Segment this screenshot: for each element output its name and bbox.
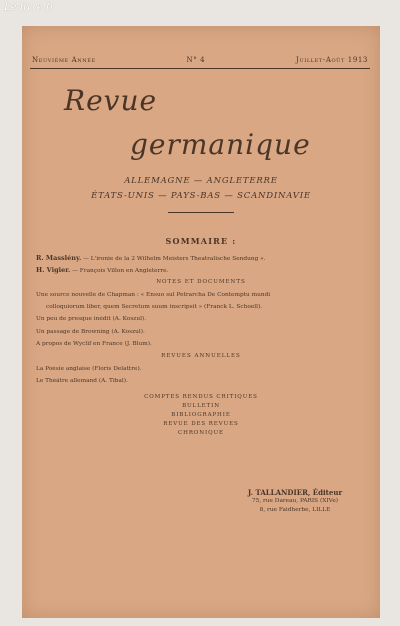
annual-1: La Poésie anglaise (Floris Delattre). — [36, 366, 142, 372]
title-line-2: germanique — [130, 128, 311, 161]
top-rule — [30, 68, 370, 69]
article-2-title: — François Villon en Angleterre. — [70, 268, 169, 274]
sommaire-heading: SOMMAIRE : — [165, 236, 237, 246]
article-1-author: R. Masslény. — [36, 254, 82, 262]
notes-heading: NOTES ET DOCUMENTS — [156, 279, 246, 285]
countries-line-1: ALLEMAGNE — ANGLETERRE — [124, 176, 278, 186]
publisher-block — [230, 488, 360, 515]
note-1: Une source nouvelle de Chapman : « Ensuo sul Petrarcha De Contemptu mundi — [36, 292, 271, 298]
closing-1: COMPTES RENDUS CRITIQUES — [144, 394, 258, 400]
note-2: colloquiorum liber, quem Secretum suum inscripsit » (Franck L. Schoell). — [46, 304, 263, 310]
publisher-name: J. TALLANDIER, Éditeur — [247, 488, 343, 497]
divider-short — [168, 212, 234, 213]
issue-period: Juillet-Août 1913 — [296, 56, 368, 64]
publisher-address-1: 75, rue Dareau, PARIS (XIVe) — [251, 498, 339, 504]
issue-info — [32, 56, 368, 64]
watermark: Le-livre.fr — [4, 2, 55, 13]
issue-number: N° 4 — [186, 56, 206, 64]
journal-cover — [22, 26, 380, 618]
countries-line-2: ÉTATS-UNIS — PAYS-BAS — SCANDINAVIE — [91, 191, 311, 201]
closing-5: CHRONIQUE — [178, 430, 224, 436]
note-4: Un passage de Browning (A. Koszul). — [36, 329, 145, 335]
note-3: Un peu de presque inédit (A. Koszul). — [36, 316, 147, 322]
publisher-address-2: 8, rue Faidherbe, LILLE — [259, 507, 331, 513]
article-1 — [36, 254, 366, 262]
article-1-title: — L'ironie de la 2 Wilhelm Meisters Theatralische Sendung ». — [81, 256, 266, 262]
closing-3: BIBLIOGRAPHIE — [171, 412, 231, 418]
note-5: A propos de Wyclif en France (J. Blum). — [36, 341, 152, 347]
closing-4: REVUE DES REVUES — [163, 421, 239, 427]
article-2 — [36, 266, 366, 274]
closing-2: BULLETIN — [182, 403, 220, 409]
title-line-1: Revue — [64, 84, 158, 117]
annual-heading: REVUES ANNUELLES — [161, 353, 241, 359]
article-2-author: H. Vigier. — [36, 266, 71, 274]
annual-2: Le Théâtre allemand (A. Tibal). — [36, 378, 128, 384]
issue-year: Neuvième Année — [32, 56, 96, 64]
